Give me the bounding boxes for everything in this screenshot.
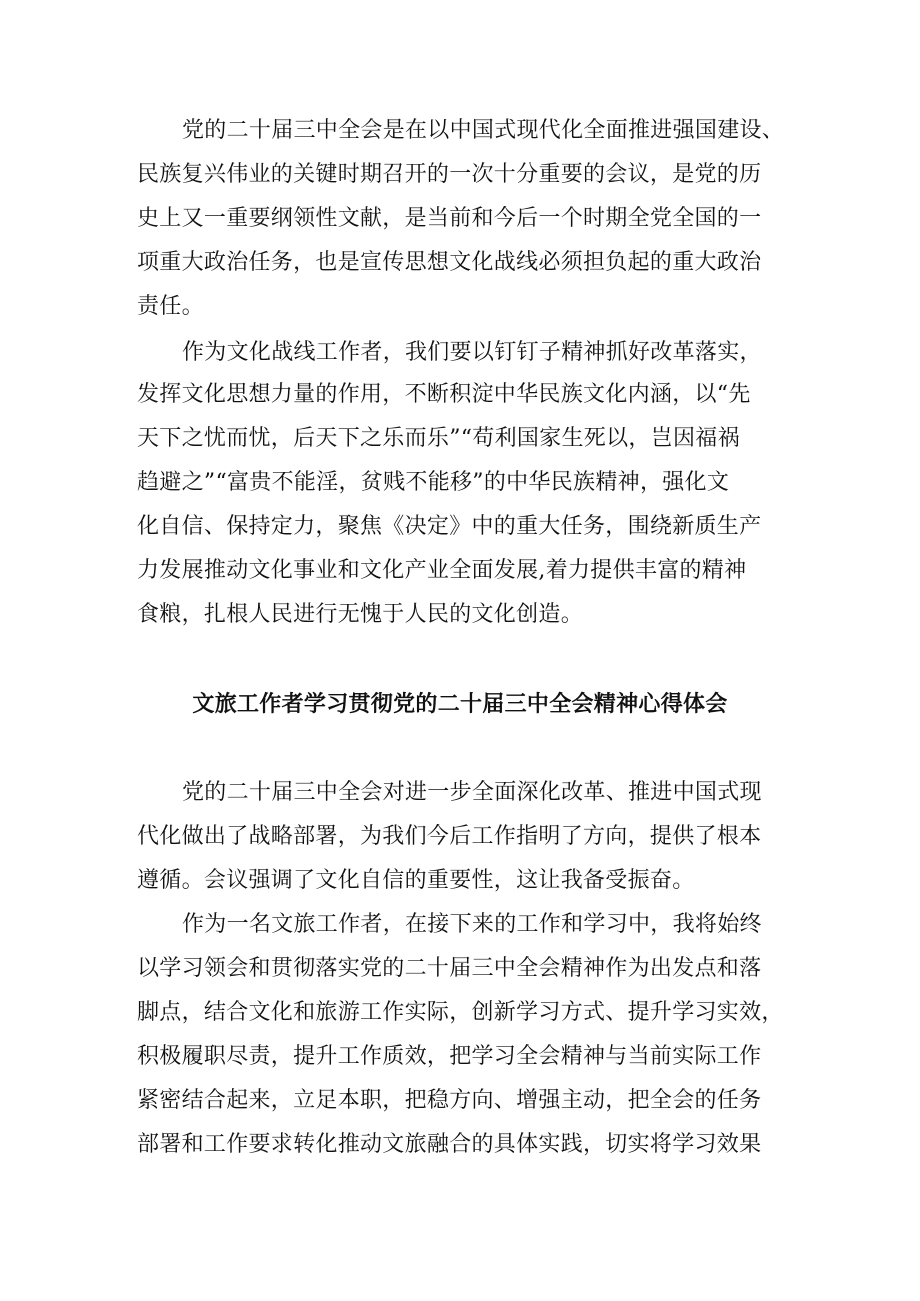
- paragraph-line: 作为一名文旅工作者，在接下来的工作和学习中，我将始终: [182, 912, 762, 937]
- paragraph-line: 遵循。会议强调了文化自信的重要性，这让我备受振奋。: [137, 868, 695, 893]
- paragraph-line: 责任。: [137, 294, 204, 319]
- paragraph-line: 紧密结合起来，立足本职，把稳方向、增强主动，把全会的任务: [137, 1088, 762, 1113]
- paragraph-line: 部署和工作要求转化推动文旅融合的具体实践，切实将学习效果: [137, 1132, 762, 1157]
- paragraph-line: 民族复兴伟业的关键时期召开的一次十分重要的会议，是党的历: [137, 162, 762, 187]
- section-title: 文旅工作者学习贯彻党的二十届三中全会精神心得体会: [192, 691, 728, 717]
- paragraph-line: 作为文化战线工作者，我们要以钉钉子精神抓好改革落实，: [182, 340, 762, 365]
- paragraph-line: 党的二十届三中全会是在以中国式现代化全面推进强国建设、: [182, 118, 785, 143]
- paragraph-line: 天下之忧而忧，后天下之乐而乐”“苟利国家生死以，岂因福祸: [137, 426, 740, 451]
- paragraph-line: 脚点，结合文化和旅游工作实际，创新学习方式、提升学习实效，: [137, 1000, 784, 1025]
- paragraph-line: 史上又一重要纲领性文献，是当前和今后一个时期全党全国的一: [137, 206, 762, 231]
- paragraph-line: 积极履职尽责，提升工作质效，把学习全会精神与当前实际工作: [137, 1044, 762, 1069]
- paragraph-line: 以学习领会和贯彻落实党的二十届三中全会精神作为出发点和落: [137, 956, 762, 981]
- paragraph-line: 化自信、保持定力，聚焦《决定》中的重大任务，围绕新质生产: [137, 514, 762, 539]
- paragraph-line: 发挥文化思想力量的作用，不断积淀中华民族文化内涵，以“先: [137, 382, 751, 407]
- paragraph-line: 食粮，扎根人民进行无愧于人民的文化创造。: [137, 602, 584, 627]
- paragraph-line: 代化做出了战略部署，为我们今后工作指明了方向，提供了根本: [137, 824, 762, 849]
- paragraph-line: 力发展推动文化事业和文化产业全面发展,着力提供丰富的精神: [137, 558, 747, 583]
- paragraph-line: 趋避之”“富贵不能淫，贫贱不能移”的中华民族精神，强化文: [137, 470, 730, 495]
- paragraph-line: 项重大政治任务，也是宣传思想文化战线必须担负起的重大政治: [137, 250, 762, 275]
- paragraph-line: 党的二十届三中全会对进一步全面深化改革、推进中国式现: [182, 780, 762, 805]
